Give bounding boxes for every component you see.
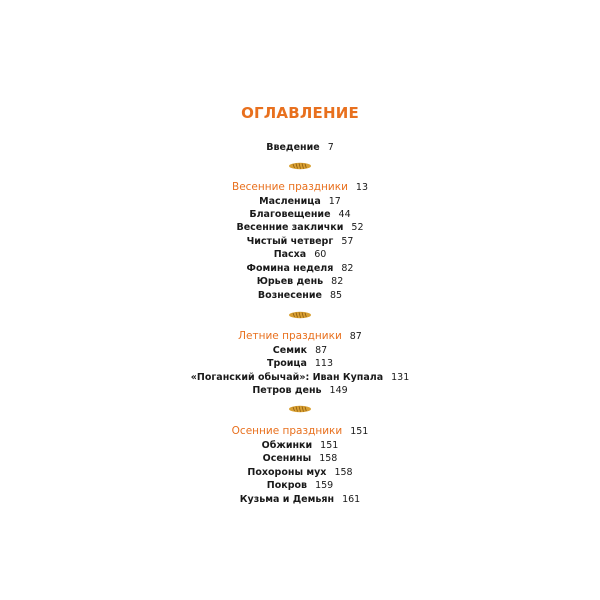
entry-label: Юрьев день: [256, 276, 324, 287]
entry-label: Троица: [266, 358, 307, 369]
section-title: Летние праздники: [238, 330, 342, 342]
entry-page: 82: [341, 263, 354, 274]
toc-entry[interactable]: [0, 249, 600, 261]
entry-label: Весенние заклички: [236, 222, 344, 233]
toc-entry[interactable]: [0, 222, 600, 234]
toc-entry[interactable]: [0, 236, 600, 248]
entry-page: 149: [329, 385, 348, 396]
toc-section-spring[interactable]: [0, 181, 600, 194]
toc-entry[interactable]: [0, 358, 600, 370]
toc-entry[interactable]: [0, 467, 600, 479]
entry-page: 60: [314, 249, 327, 260]
toc-entry[interactable]: [0, 480, 600, 492]
entry-page: 7: [327, 142, 334, 153]
toc-entry[interactable]: [0, 440, 600, 452]
entry-label: Фомина неделя: [246, 263, 334, 274]
entry-label: Похороны мух: [247, 467, 327, 478]
toc-entry[interactable]: [0, 209, 600, 221]
section-page: 151: [350, 426, 369, 437]
toc-entry[interactable]: [0, 290, 600, 302]
entry-label: Покров: [266, 480, 308, 491]
toc-entry[interactable]: [0, 196, 600, 208]
entry-label: Масленица: [259, 196, 321, 207]
entry-label: Благовещение: [249, 209, 331, 220]
entry-page: 44: [338, 209, 351, 220]
toc-entry[interactable]: [0, 263, 600, 275]
entry-label: Введение: [266, 142, 320, 153]
wheat-ear-ornament-icon: [287, 404, 313, 414]
entry-page: 151: [320, 440, 339, 451]
entry-label: «Поганский обычай»: Иван Купала: [190, 372, 384, 383]
toc-entry[interactable]: [0, 372, 600, 384]
entry-page: 113: [314, 358, 334, 369]
entry-page: 158: [334, 467, 353, 478]
entry-label: Обжинки: [261, 440, 313, 451]
entry-page: 158: [319, 453, 338, 464]
entry-label: Пасха: [273, 249, 307, 260]
toc-section-autumn[interactable]: [0, 425, 600, 438]
wheat-ear-ornament-icon: [287, 161, 313, 171]
toc-entry[interactable]: [0, 385, 600, 397]
wheat-ear-ornament-icon: [287, 310, 313, 320]
toc-entry[interactable]: [0, 276, 600, 288]
section-title: Осенние праздники: [231, 425, 343, 437]
entry-page: 131: [391, 372, 410, 383]
entry-page: 85: [329, 290, 343, 301]
entry-page: 57: [341, 236, 354, 247]
entry-label: Осенины: [262, 453, 312, 464]
entry-page: 159: [315, 480, 334, 491]
entry-page: 52: [351, 222, 364, 233]
toc-entry[interactable]: [0, 494, 600, 506]
entry-page: 17: [328, 196, 341, 207]
entry-label: Вознесение: [257, 290, 322, 301]
section-title: Весенние праздники: [231, 181, 348, 193]
toc-entry-intro[interactable]: [0, 142, 600, 154]
toc-entry[interactable]: [0, 345, 600, 357]
entry-label: Чистый четверг: [246, 236, 334, 247]
section-page: 13: [355, 182, 368, 193]
page-title: ОГЛАВЛЕНИЕ: [241, 104, 359, 122]
entry-label: Кузьма и Демьян: [239, 494, 335, 505]
toc-entry[interactable]: [0, 453, 600, 465]
entry-page: 82: [331, 276, 344, 287]
section-page: 87: [349, 331, 362, 342]
entry-page: 161: [342, 494, 361, 505]
entry-label: Семик: [272, 345, 308, 356]
toc-section-summer[interactable]: [0, 330, 600, 343]
entry-page: 87: [315, 345, 328, 356]
entry-label: Петров день: [252, 385, 322, 396]
